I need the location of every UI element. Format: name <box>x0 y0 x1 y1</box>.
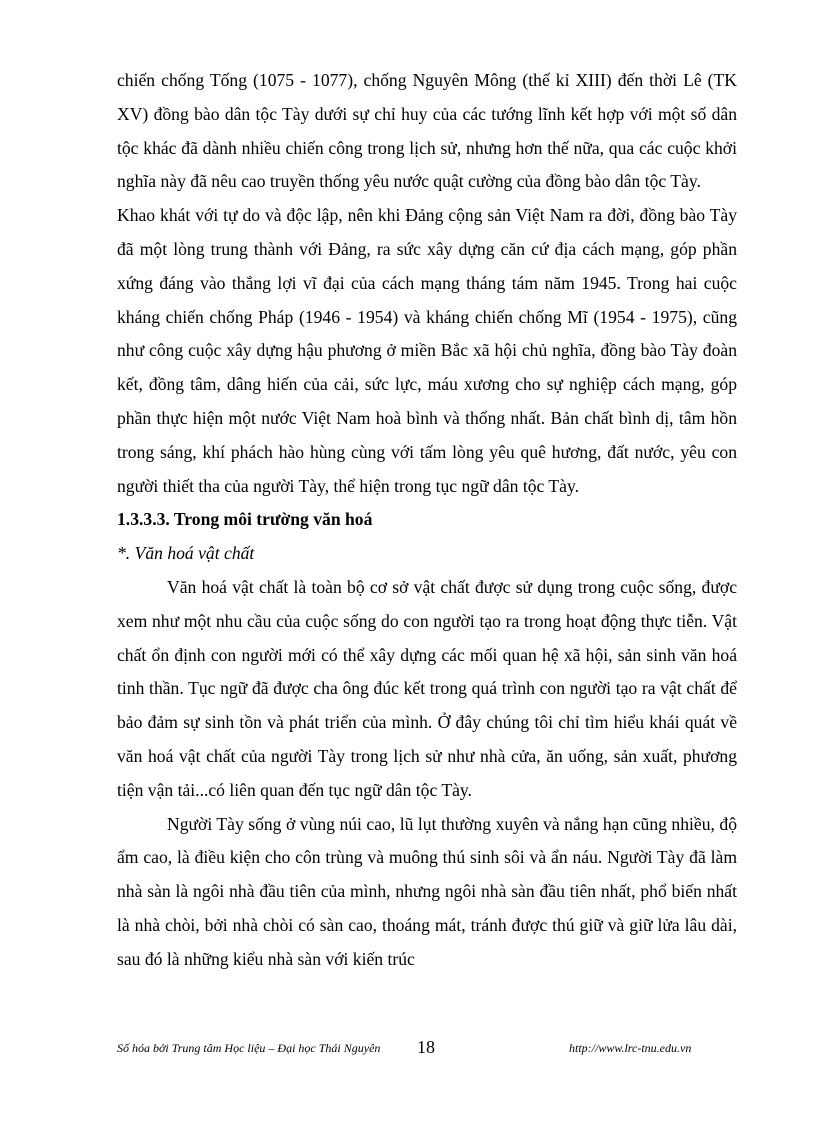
paragraph: Văn hoá vật chất là toàn bộ cơ sở vật chất được sử dụng trong cuộc sống, được xem như một nhu cầu của cuộc sống do con người tạo ra trong hoạt động thực tiễn. Vật chất ổn định con người mới có thể xây dựng các mối quan hệ xã hội, sản sinh văn hoá tinh thần. Tục ngữ đã được cha ông đúc kết trong quá trình con người tạo ra vật chất để bảo đảm sự sinh tồn và phát triển của mình. Ở đây chúng tôi chỉ tìm hiểu khái quát về văn hoá vật chất của người Tày trong lịch sử như nhà cửa, ăn uống, sản xuất, phương tiện vận tải...có liên quan đến tục ngữ dân tộc Tày. <box>117 576 737 800</box>
section-heading: 1.3.3.3. Trong môi trường văn hoá <box>117 509 373 530</box>
paragraph: Khao khát với tự do và độc lập, nên khi Đảng cộng sản Việt Nam ra đời, đồng bào Tày đã một lòng trung thành với Đảng, ra sức xây dựng căn cứ địa cách mạng, góp phần xứng đáng vào thắng lợi vĩ đại của cách mạng tháng tám năm 1945. Trong hai cuộc kháng chiến chống Pháp (1946 - 1954) và kháng chiến chống Mĩ (1954 - 1975), cũng như công cuộc xây dựng hậu phương ở miền Bắc xã hội chủ nghĩa, đồng bào Tày đoàn kết, đồng tâm, dâng hiến của cải, sức lực, máu xương cho sự nghiệp cách mạng, góp phần thực hiện một nước Việt Nam hoà bình và thống nhất. Bản chất bình dị, tâm hồn trong sáng, khí phách hào hùng cùng với tấm lòng yêu quê hương, đất nước, yêu con người thiết tha của người Tày, thể hiện trong tục ngữ dân tộc Tày. <box>117 205 737 496</box>
footer-source-text: Số hóa bởi Trung tâm Học liệu – Đại học Thái Nguyên <box>117 1041 381 1055</box>
paragraph: chiến chống Tống (1075 - 1077), chống Nguyên Mông (thế kỉ XIII) đến thời Lê (TK XV) đồng bào dân tộc Tày dưới sự chỉ huy của các tướng lĩnh kết hợp với một số dân tộc khác đã dành nhiều chiến công trong lịch sử, nhưng hơn thế nữa, qua các cuộc khởi nghĩa này đã nêu cao truyền thống yêu nước quật cường của đồng bào dân tộc Tày. <box>117 70 737 192</box>
page-footer <box>117 1037 737 1061</box>
footer-url: http://www.lrc-tnu.edu.vn <box>569 1041 692 1055</box>
subsection-heading: *. Văn hoá vật chất <box>117 543 255 564</box>
paragraph: Người Tày sống ở vùng núi cao, lũ lụt thường xuyên và nắng hạn cũng nhiều, độ ẩm cao, là điều kiện cho côn trùng và muông thú sinh sôi và ẩn náu. Người Tày đã làm nhà sàn là ngôi nhà đầu tiên của mình, nhưng ngôi nhà sàn đầu tiên nhất, phổ biến nhất là nhà chòi, bởi nhà chòi có sàn cao, thoáng mát, tránh được thú giữ và giữ lửa lâu dài, sau đó là những kiểu nhà sàn với kiến trúc <box>117 813 737 969</box>
page-number: 18 <box>417 1037 435 1057</box>
document-body <box>117 64 737 977</box>
